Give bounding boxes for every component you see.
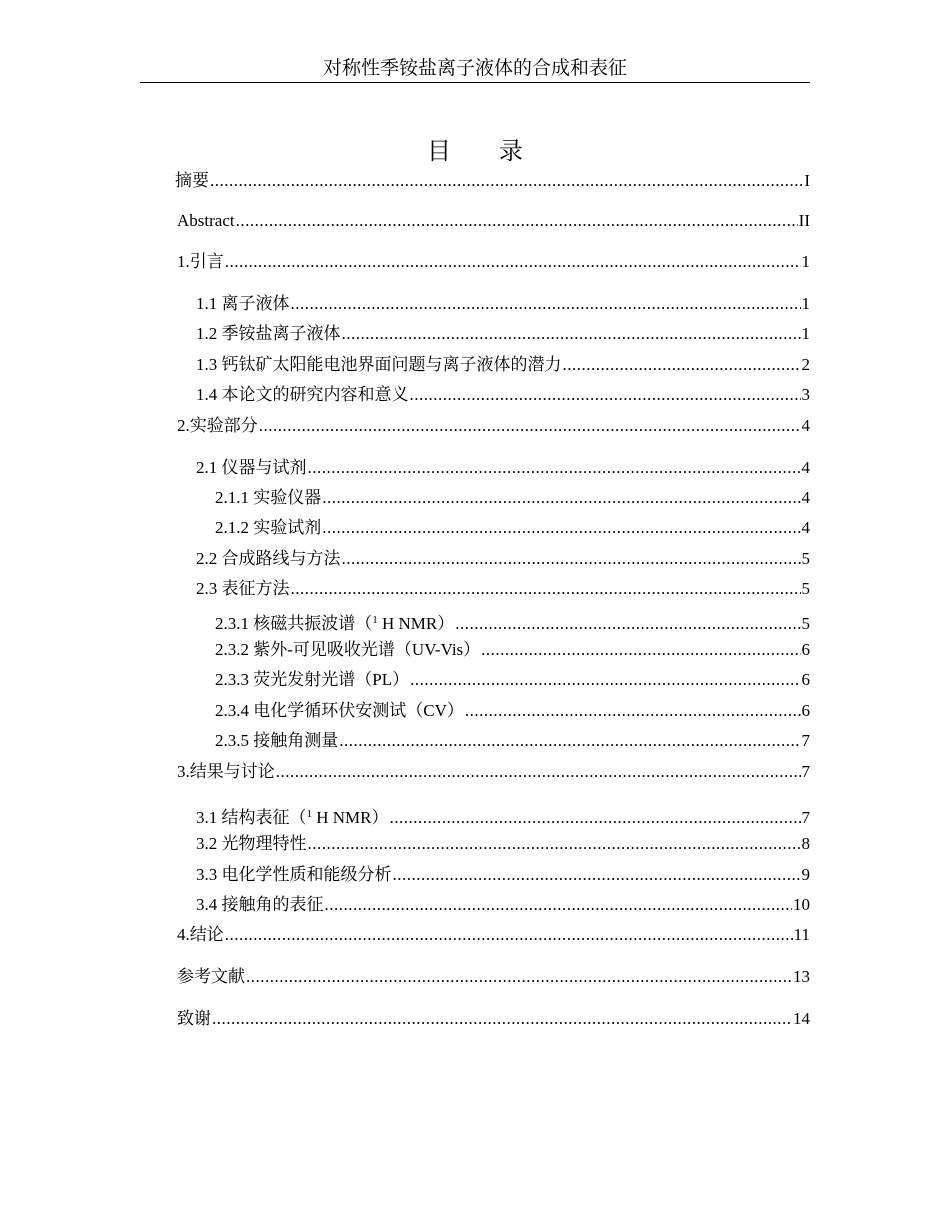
- toc-leader-dots: [291, 578, 801, 600]
- toc-entry-label: 1.2 季铵盐离子液体: [196, 324, 341, 343]
- toc-leader-dots: [465, 700, 801, 722]
- toc-entry-page: 7: [801, 808, 810, 827]
- toc-leader-dots: [325, 894, 793, 916]
- toc-entry-label: 1.引言: [177, 252, 224, 271]
- toc-leader-dots: [212, 1008, 792, 1030]
- toc-leader-dots: [210, 170, 803, 192]
- toc-entry-2-3-3[interactable]: [215, 669, 810, 691]
- toc-entry-label: 2.3.5 接触角测量: [215, 731, 339, 750]
- toc-label-part: H NMR）: [377, 614, 455, 633]
- toc-entry-ch2[interactable]: [177, 415, 810, 437]
- toc-label-part: H NMR）: [312, 808, 389, 827]
- toc-entry-label: 1.1 离子液体: [196, 294, 290, 313]
- toc-entry-label: 2.3 表征方法: [196, 579, 290, 598]
- toc-entry-page: II: [798, 211, 810, 230]
- toc-leader-dots: [339, 730, 800, 752]
- toc-leader-dots: [308, 457, 801, 479]
- toc-leader-dots: [342, 548, 801, 570]
- toc-entry-label: 3.结果与讨论: [177, 762, 275, 781]
- toc-entry-abstract-en[interactable]: [177, 210, 810, 232]
- toc-entry-label: [215, 609, 454, 635]
- toc-entry-page: 7: [801, 762, 810, 781]
- toc-entry-label: 2.3.2 紫外-可见吸收光谱（UV-Vis）: [215, 640, 481, 659]
- toc-entry-page: 8: [801, 834, 810, 853]
- toc-leader-dots: [410, 669, 800, 691]
- toc-entry-page: 5: [801, 549, 810, 568]
- toc-entry-label: 致谢: [177, 1009, 211, 1028]
- toc-label-superscript: 1: [372, 614, 378, 626]
- toc-entry-2-3-2[interactable]: [215, 639, 810, 661]
- toc-entry-label: 1.3 钙钛矿太阳能电池界面问题与离子液体的潜力: [196, 355, 562, 374]
- toc-leader-dots: [563, 354, 801, 376]
- toc-entry-label: 1.4 本论文的研究内容和意义: [196, 385, 409, 404]
- toc-entry-2-1[interactable]: [196, 457, 810, 479]
- toc-entry-label: 3.4 接触角的表征: [196, 895, 324, 914]
- toc-entry-2-2[interactable]: [196, 548, 810, 570]
- toc-entry-page: 6: [801, 701, 810, 720]
- toc-entry-label: 2.实验部分: [177, 416, 258, 435]
- toc-entry-label: 摘要: [175, 171, 209, 190]
- toc-leader-dots: [410, 384, 801, 406]
- toc-entry-ch3[interactable]: [177, 761, 810, 783]
- toc-entry-3-3[interactable]: [196, 864, 810, 886]
- toc-entry-page: 4: [801, 488, 810, 507]
- toc-entry-2-1-1[interactable]: [215, 487, 810, 509]
- toc-entry-references[interactable]: [177, 966, 810, 988]
- toc-entry-page: 9: [801, 865, 810, 884]
- toc-title-right: 录: [499, 139, 523, 165]
- toc-leader-dots: [322, 487, 800, 509]
- toc-entry-label: 3.3 电化学性质和能级分析: [196, 865, 392, 884]
- toc-leader-dots: [393, 864, 801, 886]
- toc-entry-page: 2: [801, 355, 810, 374]
- toc-entry-2-1-2[interactable]: [215, 517, 810, 539]
- toc-entry-page: 6: [801, 640, 810, 659]
- toc-entry-abstract-cn[interactable]: [175, 170, 810, 192]
- toc-entry-label: 参考文献: [177, 967, 245, 986]
- toc-leader-dots: [259, 415, 801, 437]
- toc-entry-1-3[interactable]: [196, 354, 810, 376]
- toc-entry-label: 2.1.1 实验仪器: [215, 488, 322, 507]
- toc-entry-page: 4: [801, 416, 810, 435]
- toc-leader-dots: [246, 966, 792, 988]
- toc-entry-page: 4: [801, 458, 810, 477]
- toc-entry-page: 5: [801, 579, 810, 598]
- toc-title-left: 目: [427, 139, 451, 165]
- toc-entry-2-3-4[interactable]: [215, 700, 810, 722]
- toc-entry-1-4[interactable]: [196, 384, 810, 406]
- toc-entry-2-3-1[interactable]: [215, 609, 810, 631]
- toc-entry-page: 13: [793, 967, 810, 986]
- toc-leader-dots: [225, 924, 793, 946]
- toc-label-part: 2.3.1 核磁共振波谱（: [215, 614, 373, 633]
- toc-entry-page: 11: [793, 925, 810, 944]
- toc-entry-1-2[interactable]: [196, 323, 810, 345]
- toc-entry-label: 2.1 仪器与试剂: [196, 458, 307, 477]
- toc-entry-page: 5: [801, 614, 810, 633]
- toc-leader-dots: [236, 210, 798, 232]
- toc-entry-3-1[interactable]: [196, 803, 810, 825]
- toc-entry-label: 2.1.2 实验试剂: [215, 518, 322, 537]
- toc-entry-page: 1: [801, 294, 810, 313]
- toc-entry-3-2[interactable]: [196, 833, 810, 855]
- page-header: [140, 56, 810, 83]
- toc-title: [0, 131, 950, 166]
- toc-entry-label: 4.结论: [177, 925, 224, 944]
- toc-entry-label: 2.3.3 荧光发射光谱（PL）: [215, 670, 410, 689]
- toc-entry-ch4[interactable]: [177, 924, 810, 946]
- toc-leader-dots: [342, 323, 801, 345]
- toc-entry-label: 2.2 合成路线与方法: [196, 549, 341, 568]
- toc-entry-1-1[interactable]: [196, 293, 810, 315]
- toc-entry-page: 14: [793, 1009, 810, 1028]
- toc-entry-page: 10: [793, 895, 810, 914]
- toc-entry-2-3[interactable]: [196, 578, 810, 600]
- toc-leader-dots: [390, 807, 801, 829]
- toc-leader-dots: [225, 251, 801, 273]
- toc-leader-dots: [308, 833, 801, 855]
- toc-entry-label: [196, 803, 389, 829]
- toc-entry-2-3-5[interactable]: [215, 730, 810, 752]
- toc-leader-dots: [322, 517, 800, 539]
- toc-entry-page: 3: [801, 385, 810, 404]
- toc-entry-page: 6: [801, 670, 810, 689]
- toc-leader-dots: [455, 613, 800, 635]
- toc-entry-label: 3.2 光物理特性: [196, 834, 307, 853]
- toc-leader-dots: [481, 639, 800, 661]
- toc-entry-page: 7: [801, 731, 810, 750]
- toc-entry-acknowledgements[interactable]: [177, 1008, 810, 1030]
- toc-entry-page: 4: [801, 518, 810, 537]
- toc-entry-label: 2.3.4 电化学循环伏安测试（CV）: [215, 701, 464, 720]
- toc-leader-dots: [276, 761, 801, 783]
- toc-leader-dots: [291, 293, 801, 315]
- toc-label-part: 3.1 结构表征（: [196, 808, 307, 827]
- toc-entry-page: I: [804, 171, 810, 190]
- toc-entry-page: 1: [801, 252, 810, 271]
- toc-entry-label: Abstract: [177, 211, 235, 230]
- toc-entry-ch1[interactable]: [177, 251, 810, 273]
- toc-entry-3-4[interactable]: [196, 894, 810, 916]
- header-title: 对称性季铵盐离子液体的合成和表征: [322, 58, 627, 79]
- toc-label-superscript: 1: [306, 808, 312, 820]
- toc-entry-page: 1: [801, 324, 810, 343]
